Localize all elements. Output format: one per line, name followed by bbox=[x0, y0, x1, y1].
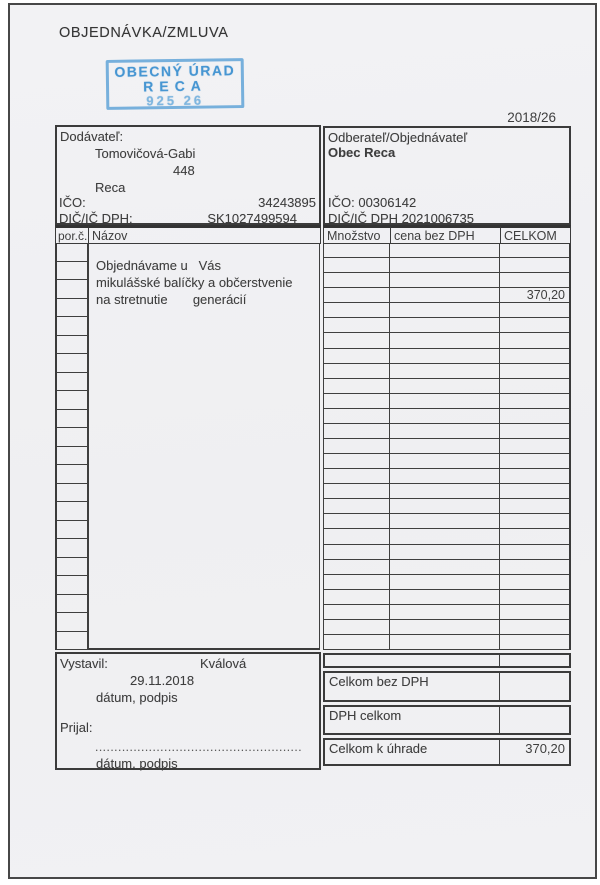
amount-cell-qty bbox=[324, 545, 390, 559]
description-line: Objednávame u Vás bbox=[96, 258, 222, 273]
vat-total-row bbox=[323, 705, 571, 735]
amount-cell-qty bbox=[324, 243, 390, 257]
amount-cell-price bbox=[390, 635, 500, 649]
amount-cell-total bbox=[500, 303, 569, 317]
document-title: OBJEDNÁVKA/ZMLUVA bbox=[59, 25, 229, 41]
received-date-signature-label: dátum, podpis bbox=[96, 756, 178, 771]
supplier-box bbox=[55, 125, 321, 225]
supplier-ico-label: IČO: bbox=[59, 195, 86, 210]
amount-cell-qty bbox=[324, 303, 390, 317]
vat-total-label: DPH celkom bbox=[325, 707, 500, 733]
amount-cell-qty bbox=[324, 499, 390, 513]
item-number-row bbox=[57, 632, 88, 651]
subtotal-label: Celkom bez DPH bbox=[325, 673, 500, 700]
amount-cell-price bbox=[390, 469, 500, 483]
amount-cell-total bbox=[500, 529, 569, 543]
supplier-dic-value: SK1027499594 bbox=[207, 211, 297, 226]
amounts-row bbox=[324, 303, 569, 318]
amount-cell-qty bbox=[324, 529, 390, 543]
item-number-row bbox=[57, 262, 88, 281]
description-line: mikulášské balíčky a občerstvenie bbox=[96, 275, 293, 291]
supplier-label: Dodávateľ: bbox=[60, 129, 124, 144]
amount-cell-price bbox=[390, 273, 500, 287]
amount-cell-qty bbox=[324, 258, 390, 272]
item-number-rows bbox=[55, 243, 88, 650]
amounts-row bbox=[324, 394, 569, 409]
amount-cell-qty bbox=[324, 424, 390, 438]
amount-cell-price bbox=[390, 258, 500, 272]
header-cell-no: por.č. bbox=[55, 225, 89, 244]
amounts-grid bbox=[323, 243, 571, 650]
amount-cell-total bbox=[500, 273, 569, 287]
item-number-row bbox=[57, 502, 88, 521]
amount-cell-total bbox=[500, 454, 569, 468]
amount-cell-total bbox=[500, 514, 569, 528]
amount-cell-price bbox=[390, 620, 500, 634]
received-by-label: Prijal: bbox=[60, 720, 93, 735]
item-number-row bbox=[57, 465, 88, 484]
amount-cell-total bbox=[500, 349, 569, 363]
amounts-row bbox=[324, 620, 569, 635]
amount-cell-qty bbox=[324, 379, 390, 393]
item-number-row bbox=[57, 428, 88, 447]
amounts-row bbox=[324, 439, 569, 454]
amount-cell-price bbox=[390, 379, 500, 393]
item-number-row bbox=[57, 280, 88, 299]
amounts-row bbox=[324, 590, 569, 605]
customer-box bbox=[323, 126, 571, 225]
amount-cell-qty bbox=[324, 394, 390, 408]
amounts-row bbox=[324, 605, 569, 620]
amounts-row bbox=[324, 243, 569, 258]
amount-cell-price bbox=[390, 454, 500, 468]
description-line: na stretnutie generácií bbox=[96, 292, 247, 308]
amount-cell-total bbox=[500, 258, 569, 272]
amount-cell-total bbox=[500, 469, 569, 483]
item-number-row bbox=[57, 484, 88, 503]
issued-date-signature-label: dátum, podpis bbox=[96, 690, 178, 705]
amount-cell-qty bbox=[324, 409, 390, 423]
supplier-name: Tomovičová-Gabi bbox=[95, 146, 196, 161]
customer-name: Obec Reca bbox=[328, 145, 396, 160]
subtotal-value bbox=[500, 673, 569, 700]
supplier-ico-value: 34243895 bbox=[258, 195, 316, 210]
amount-cell-total bbox=[500, 620, 569, 634]
amount-cell-price bbox=[390, 243, 500, 257]
amount-cell-qty bbox=[324, 454, 390, 468]
amount-cell-qty bbox=[324, 620, 390, 634]
amounts-row bbox=[324, 424, 569, 439]
totals-spacer-label bbox=[325, 655, 500, 666]
amount-cell-price bbox=[390, 514, 500, 528]
signature-dotted-line: ...................................................... bbox=[95, 740, 303, 754]
amount-cell-price bbox=[390, 409, 500, 423]
amount-cell-price bbox=[390, 590, 500, 604]
amount-cell-price bbox=[390, 499, 500, 513]
amounts-row bbox=[324, 409, 569, 424]
amount-cell-price bbox=[390, 545, 500, 559]
amount-cell-qty bbox=[324, 333, 390, 347]
amounts-row bbox=[324, 469, 569, 484]
amounts-row bbox=[324, 288, 569, 303]
amounts-row bbox=[324, 364, 569, 379]
order-number: 2018/26 bbox=[507, 110, 556, 125]
grand-total-row bbox=[323, 738, 571, 766]
amounts-row bbox=[324, 545, 569, 560]
amount-cell-qty bbox=[324, 288, 390, 302]
header-cell-name: Názov bbox=[88, 225, 321, 244]
amount-cell-qty bbox=[324, 364, 390, 378]
item-description-cell bbox=[88, 243, 320, 650]
amounts-row bbox=[324, 318, 569, 333]
amount-cell-total bbox=[500, 560, 569, 574]
grand-total-label: Celkom k úhrade bbox=[325, 740, 500, 764]
amount-cell-price bbox=[390, 605, 500, 619]
grand-total-value: 370,20 bbox=[525, 741, 565, 756]
amount-cell-qty bbox=[324, 560, 390, 574]
amount-cell-total bbox=[500, 590, 569, 604]
stamp-postcode: 925 26 bbox=[146, 92, 205, 109]
item-number-row bbox=[57, 576, 88, 595]
amount-cell-qty bbox=[324, 318, 390, 332]
issued-by-label: Vystavil: bbox=[60, 656, 108, 671]
amount-cell-price bbox=[390, 333, 500, 347]
item-number-row bbox=[57, 539, 88, 558]
item-number-row bbox=[57, 521, 88, 540]
item-number-row bbox=[57, 373, 88, 392]
amount-cell-price bbox=[390, 439, 500, 453]
amounts-row bbox=[324, 273, 569, 288]
signature-box bbox=[55, 652, 321, 770]
amount-cell-price bbox=[390, 484, 500, 498]
amount-cell-total: 370,20 bbox=[526, 288, 565, 303]
amount-cell-price bbox=[390, 318, 500, 332]
amount-cell-total bbox=[500, 364, 569, 378]
amount-cell-price bbox=[390, 560, 500, 574]
amounts-row bbox=[324, 514, 569, 529]
amount-cell-price bbox=[390, 288, 500, 302]
amount-cell-qty bbox=[324, 635, 390, 649]
amount-cell-qty bbox=[324, 514, 390, 528]
customer-ico: IČO: 00306142 bbox=[328, 195, 417, 210]
item-number-row bbox=[57, 336, 88, 355]
item-number-row bbox=[57, 558, 88, 577]
amount-cell-qty bbox=[324, 469, 390, 483]
issued-by-name: Kválová bbox=[200, 656, 247, 671]
item-number-row bbox=[57, 410, 88, 429]
amounts-row bbox=[324, 499, 569, 514]
supplier-street-number: 448 bbox=[173, 163, 195, 178]
amount-cell-qty bbox=[324, 590, 390, 604]
supplier-city: Reca bbox=[95, 180, 126, 195]
amounts-row bbox=[324, 635, 569, 650]
scanned-page bbox=[8, 3, 597, 879]
amounts-row bbox=[324, 454, 569, 469]
item-number-row bbox=[57, 299, 88, 318]
vat-total-value bbox=[500, 707, 569, 733]
customer-label: Odberateľ/Objednávateľ bbox=[328, 130, 468, 145]
amount-cell-total bbox=[500, 635, 569, 649]
amounts-row bbox=[324, 258, 569, 273]
issued-date: 29.11.2018 bbox=[130, 673, 195, 688]
customer-dic: DIČ/IČ DPH 2021006735 bbox=[328, 211, 474, 226]
stamp-town: RECA bbox=[143, 77, 207, 95]
amounts-row bbox=[324, 349, 569, 364]
amount-cell-price bbox=[390, 424, 500, 438]
amount-cell-qty bbox=[324, 349, 390, 363]
amount-cell-total bbox=[500, 575, 569, 589]
item-number-row bbox=[57, 447, 88, 466]
header-cell-qty: Množstvo bbox=[323, 225, 391, 244]
amount-cell-total bbox=[500, 409, 569, 423]
totals-spacer-row bbox=[323, 653, 571, 668]
stamp-office-name: OBECNÝ ÚRAD bbox=[114, 62, 236, 80]
amount-cell-qty bbox=[324, 605, 390, 619]
amount-cell-total bbox=[500, 545, 569, 559]
amount-cell-price bbox=[390, 529, 500, 543]
item-number-row bbox=[57, 354, 88, 373]
item-number-row bbox=[57, 243, 88, 262]
amount-cell-total bbox=[500, 484, 569, 498]
amount-cell-total bbox=[500, 499, 569, 513]
amount-cell-price bbox=[390, 394, 500, 408]
amount-cell-total bbox=[500, 394, 569, 408]
item-number-row bbox=[57, 391, 88, 410]
amounts-row bbox=[324, 379, 569, 394]
amount-cell-total bbox=[500, 605, 569, 619]
amount-cell-price bbox=[390, 303, 500, 317]
amount-cell-qty bbox=[324, 439, 390, 453]
header-cell-total: CELKOM bbox=[500, 225, 571, 244]
amount-cell-total bbox=[500, 333, 569, 347]
amount-cell-price bbox=[390, 575, 500, 589]
subtotal-row bbox=[323, 671, 571, 702]
header-cell-unit-price: cena bez DPH bbox=[390, 225, 501, 244]
amount-cell-total bbox=[500, 379, 569, 393]
item-number-row bbox=[57, 317, 88, 336]
amounts-row bbox=[324, 575, 569, 590]
supplier-dic-label: DIČ/IČ DPH: bbox=[59, 211, 133, 226]
totals-spacer-value bbox=[500, 655, 569, 666]
amount-cell-total bbox=[500, 424, 569, 438]
amount-cell-qty bbox=[324, 273, 390, 287]
office-stamp bbox=[106, 58, 245, 110]
amount-cell-total bbox=[500, 243, 569, 257]
amount-cell-total bbox=[500, 318, 569, 332]
amount-cell-qty bbox=[324, 575, 390, 589]
item-number-row bbox=[57, 613, 88, 632]
amount-cell-total bbox=[500, 439, 569, 453]
amounts-row bbox=[324, 560, 569, 575]
item-number-row bbox=[57, 595, 88, 614]
amounts-row bbox=[324, 484, 569, 499]
amount-cell-price bbox=[390, 349, 500, 363]
amount-cell-price bbox=[390, 364, 500, 378]
amount-cell-qty bbox=[324, 484, 390, 498]
amounts-row bbox=[324, 333, 569, 348]
amounts-row bbox=[324, 529, 569, 544]
